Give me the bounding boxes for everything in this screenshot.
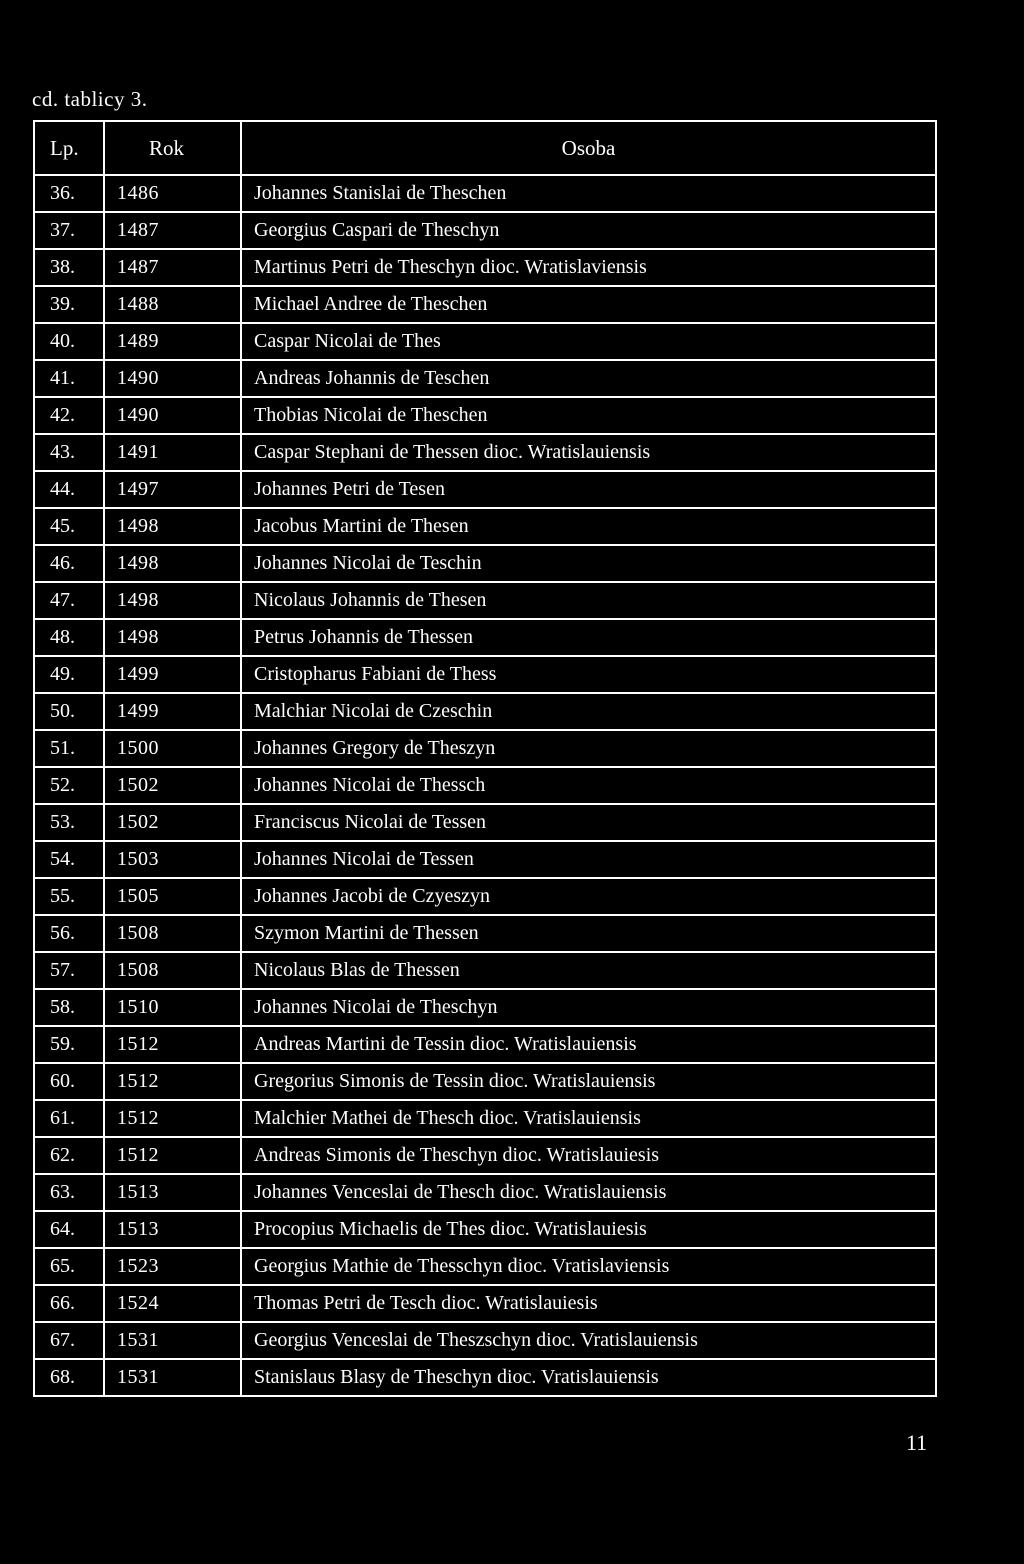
table-row: [34, 1100, 936, 1137]
cell-lp: 64.: [34, 1211, 104, 1248]
cell-lp: 53.: [34, 804, 104, 841]
table-row: [34, 619, 936, 656]
table-caption: cd. tablicy 3.: [32, 87, 148, 111]
cell-rok: 1486: [104, 175, 241, 212]
cell-osoba: Martinus Petri de Theschyn dioc. Wratislaviensis: [241, 249, 936, 286]
cell-rok: 1498: [104, 619, 241, 656]
table-row: [34, 249, 936, 286]
cell-osoba: Johannes Jacobi de Czyeszyn: [241, 878, 936, 915]
table-row: [34, 1285, 936, 1322]
cell-rok: 1510: [104, 989, 241, 1026]
cell-rok: 1531: [104, 1359, 241, 1396]
table-row: [34, 1026, 936, 1063]
table-row: [34, 952, 936, 989]
table-row: [34, 767, 936, 804]
cell-osoba: Johannes Stanislai de Theschen: [241, 175, 936, 212]
cell-osoba: Gregorius Simonis de Tessin dioc. Wratislauiensis: [241, 1063, 936, 1100]
table-row: [34, 212, 936, 249]
cell-osoba: Nicolaus Johannis de Thesen: [241, 582, 936, 619]
cell-osoba: Johannes Gregory de Theszyn: [241, 730, 936, 767]
table-row: [34, 582, 936, 619]
cell-lp: 37.: [34, 212, 104, 249]
cell-osoba: Thobias Nicolai de Theschen: [241, 397, 936, 434]
cell-osoba: Johannes Nicolai de Teschin: [241, 545, 936, 582]
table-row: [34, 804, 936, 841]
cell-lp: 65.: [34, 1248, 104, 1285]
cell-rok: 1512: [104, 1026, 241, 1063]
table-row: [34, 693, 936, 730]
cell-rok: 1512: [104, 1137, 241, 1174]
cell-rok: 1508: [104, 952, 241, 989]
cell-lp: 42.: [34, 397, 104, 434]
persons-table: [33, 120, 937, 1397]
cell-osoba: Andreas Martini de Tessin dioc. Wratislauiensis: [241, 1026, 936, 1063]
cell-lp: 51.: [34, 730, 104, 767]
cell-osoba: Andreas Simonis de Theschyn dioc. Wratislauiesis: [241, 1137, 936, 1174]
cell-osoba: Stanislaus Blasy de Theschyn dioc. Vratislauiensis: [241, 1359, 936, 1396]
table-row: [34, 1137, 936, 1174]
cell-lp: 36.: [34, 175, 104, 212]
cell-rok: 1523: [104, 1248, 241, 1285]
cell-osoba: Johannes Nicolai de Tessen: [241, 841, 936, 878]
cell-rok: 1491: [104, 434, 241, 471]
cell-rok: 1498: [104, 545, 241, 582]
cell-lp: 43.: [34, 434, 104, 471]
cell-rok: 1487: [104, 249, 241, 286]
cell-lp: 50.: [34, 693, 104, 730]
cell-lp: 40.: [34, 323, 104, 360]
table-row: [34, 175, 936, 212]
table-row: [34, 915, 936, 952]
cell-osoba: Franciscus Nicolai de Tessen: [241, 804, 936, 841]
cell-osoba: Caspar Nicolai de Thes: [241, 323, 936, 360]
table-row: [34, 508, 936, 545]
table-row: [34, 1063, 936, 1100]
cell-lp: 44.: [34, 471, 104, 508]
cell-rok: 1488: [104, 286, 241, 323]
cell-rok: 1499: [104, 693, 241, 730]
table-row: [34, 1174, 936, 1211]
table-row: [34, 730, 936, 767]
cell-rok: 1512: [104, 1100, 241, 1137]
cell-rok: 1498: [104, 508, 241, 545]
cell-rok: 1490: [104, 397, 241, 434]
cell-rok: 1500: [104, 730, 241, 767]
cell-lp: 59.: [34, 1026, 104, 1063]
cell-osoba: Jacobus Martini de Thesen: [241, 508, 936, 545]
cell-lp: 68.: [34, 1359, 104, 1396]
cell-lp: 56.: [34, 915, 104, 952]
cell-osoba: Andreas Johannis de Teschen: [241, 360, 936, 397]
cell-lp: 58.: [34, 989, 104, 1026]
cell-rok: 1502: [104, 804, 241, 841]
cell-rok: 1502: [104, 767, 241, 804]
cell-lp: 57.: [34, 952, 104, 989]
table-body: [34, 175, 936, 1396]
cell-lp: 38.: [34, 249, 104, 286]
cell-lp: 55.: [34, 878, 104, 915]
cell-osoba: Georgius Caspari de Theschyn: [241, 212, 936, 249]
cell-osoba: Nicolaus Blas de Thessen: [241, 952, 936, 989]
cell-rok: 1513: [104, 1211, 241, 1248]
cell-osoba: Johannes Petri de Tesen: [241, 471, 936, 508]
cell-lp: 67.: [34, 1322, 104, 1359]
cell-osoba: Szymon Martini de Thessen: [241, 915, 936, 952]
cell-osoba: Johannes Venceslai de Thesch dioc. Wratislauiensis: [241, 1174, 936, 1211]
cell-osoba: Malchier Mathei de Thesch dioc. Vratislauiensis: [241, 1100, 936, 1137]
cell-osoba: Johannes Nicolai de Theschyn: [241, 989, 936, 1026]
header-osoba: Osoba: [241, 121, 936, 175]
cell-rok: 1497: [104, 471, 241, 508]
cell-osoba: Georgius Mathie de Thesschyn dioc. Vratislaviensis: [241, 1248, 936, 1285]
cell-lp: 48.: [34, 619, 104, 656]
table-row: [34, 1248, 936, 1285]
cell-rok: 1531: [104, 1322, 241, 1359]
cell-osoba: Johannes Nicolai de Thessch: [241, 767, 936, 804]
cell-lp: 46.: [34, 545, 104, 582]
cell-osoba: Petrus Johannis de Thessen: [241, 619, 936, 656]
cell-osoba: Procopius Michaelis de Thes dioc. Wratislauiesis: [241, 1211, 936, 1248]
table-row: [34, 397, 936, 434]
table-header-row: [34, 121, 936, 175]
cell-rok: 1490: [104, 360, 241, 397]
cell-lp: 62.: [34, 1137, 104, 1174]
cell-osoba: Michael Andree de Theschen: [241, 286, 936, 323]
cell-osoba: Cristopharus Fabiani de Thess: [241, 656, 936, 693]
table-row: [34, 323, 936, 360]
cell-rok: 1524: [104, 1285, 241, 1322]
cell-lp: 45.: [34, 508, 104, 545]
cell-lp: 47.: [34, 582, 104, 619]
cell-osoba: Thomas Petri de Tesch dioc. Wratislauiesis: [241, 1285, 936, 1322]
cell-lp: 52.: [34, 767, 104, 804]
table-row: [34, 878, 936, 915]
cell-rok: 1508: [104, 915, 241, 952]
table-row: [34, 545, 936, 582]
cell-rok: 1505: [104, 878, 241, 915]
table-row: [34, 1359, 936, 1396]
table-row: [34, 1211, 936, 1248]
cell-lp: 60.: [34, 1063, 104, 1100]
cell-rok: 1489: [104, 323, 241, 360]
cell-rok: 1513: [104, 1174, 241, 1211]
cell-osoba: Georgius Venceslai de Theszschyn dioc. Vratislauiensis: [241, 1322, 936, 1359]
table-row: [34, 360, 936, 397]
cell-rok: 1487: [104, 212, 241, 249]
cell-rok: 1503: [104, 841, 241, 878]
header-rok: Rok: [104, 121, 241, 175]
page-number: 11: [906, 1430, 928, 1455]
table-row: [34, 989, 936, 1026]
cell-rok: 1499: [104, 656, 241, 693]
cell-lp: 61.: [34, 1100, 104, 1137]
table-row: [34, 471, 936, 508]
cell-lp: 39.: [34, 286, 104, 323]
cell-lp: 49.: [34, 656, 104, 693]
table-row: [34, 286, 936, 323]
cell-osoba: Caspar Stephani de Thessen dioc. Wratislauiensis: [241, 434, 936, 471]
cell-lp: 66.: [34, 1285, 104, 1322]
table-row: [34, 841, 936, 878]
cell-lp: 54.: [34, 841, 104, 878]
table-row: [34, 1322, 936, 1359]
table-row: [34, 434, 936, 471]
cell-osoba: Malchiar Nicolai de Czeschin: [241, 693, 936, 730]
cell-rok: 1512: [104, 1063, 241, 1100]
table-row: [34, 656, 936, 693]
cell-rok: 1498: [104, 582, 241, 619]
cell-lp: 63.: [34, 1174, 104, 1211]
header-lp: Lp.: [34, 121, 104, 175]
cell-lp: 41.: [34, 360, 104, 397]
